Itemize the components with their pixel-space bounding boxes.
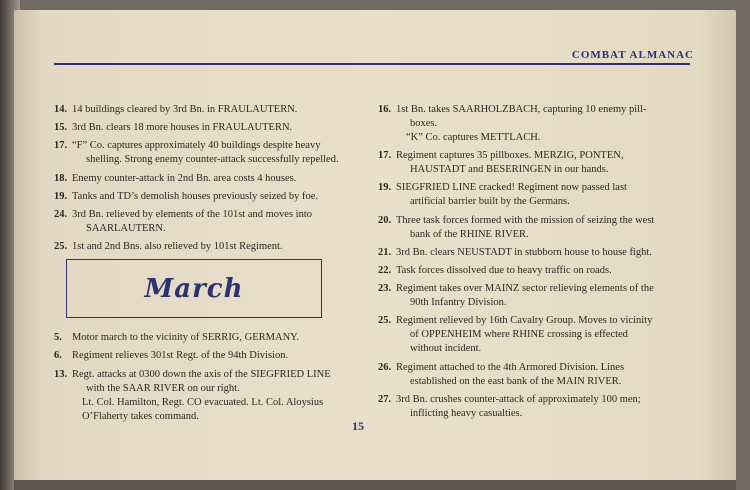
timeline-entry bbox=[378, 282, 662, 310]
entry-text: 3rd Bn. crushes counter-attack of approximately 100 men; inflicting heavy casualties. bbox=[396, 393, 641, 419]
entry-text: Regiment attached to the 4th Armored Division. Lines established on the east bank of the MAIN RIVER. bbox=[396, 361, 625, 387]
entry-note: Lt. Col. Hamilton, Regt. CO evacuated. Lt. Col. Aloysius O’Flaherty takes command. bbox=[82, 396, 324, 422]
entry-date: 17. bbox=[54, 140, 68, 152]
timeline-entry bbox=[54, 121, 339, 135]
entry-date: 24. bbox=[54, 208, 68, 220]
timeline-entry bbox=[378, 149, 662, 177]
page-header-title: COMBAT ALMANAC bbox=[571, 49, 694, 61]
entry-text: 3rd Bn. clears NEUSTADT in stubborn house to house fight. bbox=[396, 246, 652, 258]
timeline-entry bbox=[54, 349, 339, 363]
month-heading-box bbox=[66, 259, 322, 318]
entry-date: 5. bbox=[54, 332, 62, 344]
entry-text: Regt. attacks at 0300 down the axis of the SIEGFRIED LINE with the SAAR RIVER on our right. bbox=[72, 368, 331, 394]
left-column bbox=[54, 103, 339, 428]
entry-text: Three task forces formed with the mission of seizing the west bank of the RHINE RIVER. bbox=[396, 214, 655, 240]
entry-text: 1st Bn. takes SAARHOLZBACH, capturing 10 enemy pill-boxes. bbox=[396, 104, 647, 129]
timeline-entry bbox=[54, 368, 339, 424]
timeline-entry bbox=[54, 190, 339, 204]
timeline-entry bbox=[54, 172, 339, 186]
timeline-entry bbox=[378, 103, 662, 145]
entry-text: 3rd Bn. relieved by elements of the 101st and moves into SAARLAUTERN. bbox=[72, 208, 312, 234]
timeline-entry bbox=[378, 181, 662, 209]
entry-date: 13. bbox=[54, 368, 68, 380]
entry-date: 6. bbox=[54, 350, 62, 362]
entry-date: 25. bbox=[378, 315, 392, 327]
entry-text: Regiment relieves 301st Regt. of the 94th Division. bbox=[72, 350, 289, 362]
right-column bbox=[378, 103, 662, 425]
month-heading: March bbox=[144, 273, 244, 304]
timeline-entry bbox=[54, 103, 339, 117]
entry-note: “K” Co. captures METTLACH. bbox=[406, 132, 541, 143]
entry-date: 22. bbox=[378, 264, 392, 276]
entry-text: Regiment relieved by 16th Cavalry Group. Moves to vicinity of OPPENHEIM where RHINE crossing is effected without incident. bbox=[396, 315, 653, 355]
timeline-entry bbox=[378, 314, 662, 356]
entry-date: 14. bbox=[54, 104, 68, 115]
timeline-entry bbox=[54, 331, 339, 345]
entry-date: 20. bbox=[378, 214, 392, 226]
entry-text: Task forces dissolved due to heavy traffic on roads. bbox=[396, 264, 612, 276]
timeline-entry bbox=[378, 246, 662, 260]
page-number: 15 bbox=[352, 419, 364, 433]
entry-date: 26. bbox=[378, 361, 392, 373]
entry-date: 19. bbox=[54, 190, 68, 202]
entry-text: 14 buildings cleared by 3rd Bn. in FRAULAUTERN. bbox=[72, 104, 298, 115]
entry-text: SIEGFRIED LINE cracked! Regiment now passed last artificial barrier built by the Germans. bbox=[396, 182, 627, 208]
timeline-entry bbox=[378, 264, 662, 278]
timeline-entry bbox=[378, 393, 662, 421]
entry-date: 15. bbox=[54, 122, 68, 134]
timeline-entry bbox=[378, 214, 662, 242]
header-rule bbox=[54, 63, 690, 65]
entry-text: Enemy counter-attack in 2nd Bn. area costs 4 houses. bbox=[72, 172, 297, 184]
entry-date: 17. bbox=[378, 150, 392, 162]
timeline-entry bbox=[378, 361, 662, 389]
entry-date: 16. bbox=[378, 104, 392, 115]
entry-date: 25. bbox=[54, 241, 68, 253]
entry-date: 19. bbox=[378, 182, 392, 194]
table-surface bbox=[14, 480, 736, 490]
timeline-entry bbox=[54, 139, 339, 167]
entry-text: Tanks and TD’s demolish houses previously seized by foe. bbox=[72, 190, 319, 202]
entry-date: 21. bbox=[378, 246, 392, 258]
entry-date: 27. bbox=[378, 393, 392, 405]
entry-date: 23. bbox=[378, 283, 392, 295]
timeline-entry bbox=[54, 240, 339, 254]
entry-date: 18. bbox=[54, 172, 68, 184]
timeline-entry bbox=[54, 208, 339, 236]
entry-text: Regiment takes over MAINZ sector relieving elements of the 90th Infantry Division. bbox=[396, 283, 654, 309]
entry-text: Motor march to the vicinity of SERRIG, GERMANY. bbox=[72, 332, 300, 344]
entry-text: 1st and 2nd Bns. also relieved by 101st Regiment. bbox=[72, 241, 283, 253]
entry-text: “F” Co. captures approximately 40 buildings despite heavy shelling. Strong enemy counter-attack successfully repelled. bbox=[72, 140, 339, 166]
entry-text: Regiment captures 35 pillboxes. MERZIG, PONTEN, HAUSTADT and BESERINGEN in our hands. bbox=[396, 150, 624, 176]
entry-text: 3rd Bn. clears 18 more houses in FRAULAUTERN. bbox=[72, 122, 293, 134]
